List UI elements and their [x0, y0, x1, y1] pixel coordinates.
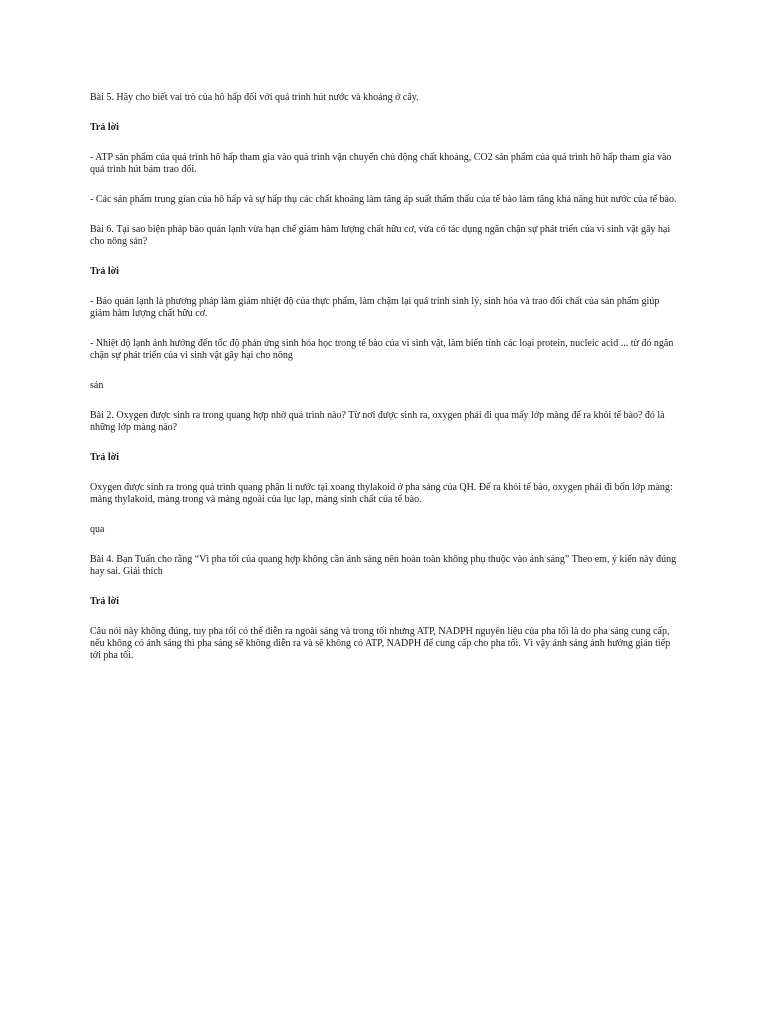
question-6: Bài 6. Tại sao biện pháp bảo quản lạnh vừa hạn chế giảm hàm lượng chất hữu cơ, vừa có tác dụng ngăn chặn sự phát triển của vi sinh vật gây hại cho nông sản?	[90, 224, 671, 247]
document-page	[90, 92, 678, 680]
answer-fragment: sản	[90, 380, 104, 391]
answer-paragraph: - Nhiệt độ lạnh ảnh hưởng đến tốc độ phản ứng sinh hóa học trong tế bào của vi sinh vật, làm biến tính các loại protein, nucleic acid ... từ đó ngăn chặn sự phát triển của vi sinh vật gây hại cho nông	[90, 338, 674, 361]
answer-paragraph: - ATP sản phẩm của quá trình hô hấp tham gia vào quá trình vận chuyển chủ động chất khoáng, CO2 sản phẩm của quá trình hô hấp tham gia vào quá trình hút bám trao đổi.	[90, 152, 672, 175]
answer-heading: Trả lời	[90, 266, 119, 277]
answer-paragraph: Câu nói này không đúng, tuy pha tối có thể diễn ra ngoài sáng và trong tối nhưng ATP, NADPH nguyên liệu của pha tối là do pha sáng cung cấp, nếu không có ánh sáng thì pha sáng sẽ không diễn ra và sẽ không có ATP, NADPH để cung cấp cho pha tối. Vì vậy ánh sáng ảnh hưởng gián tiếp tới pha tối.	[90, 626, 671, 661]
question-2: Bài 2. Oxygen được sinh ra trong quang hợp nhờ quá trình nào? Từ nơi được sinh ra, oxygen phải đi qua mấy lớp màng để ra khỏi tế bào? đó là những lớp màng nào?	[90, 410, 665, 433]
answer-paragraph: - Bảo quản lạnh là phương pháp làm giảm nhiệt độ của thực phẩm, làm chậm lại quá trình sinh lý, sinh hóa và trao đổi chất của sản phẩm giúp giảm hàm lượng chất hữu cơ.	[90, 296, 660, 319]
question-4: Bài 4. Bạn Tuấn cho rằng “Vì pha tối của quang hợp không cần ánh sáng nên hoàn toàn không phụ thuộc vào ánh sáng” Theo em, ý kiến này đúng hay sai. Giải thích	[90, 554, 677, 577]
answer-heading: Trả lời	[90, 452, 119, 463]
answer-fragment: qua	[90, 524, 105, 535]
answer-heading: Trả lời	[90, 596, 119, 607]
answer-heading: Trả lời	[90, 122, 119, 133]
answer-paragraph: - Các sản phẩm trung gian của hô hấp và sự hấp thụ các chất khoáng làm tăng áp suất thẩm thấu của tế bào làm tăng khả năng hút nước của tế bào.	[90, 194, 677, 205]
question-5: Bài 5. Hãy cho biết vai trò của hô hấp đối với quá trình hút nước và khoáng ở cây.	[90, 92, 419, 103]
answer-paragraph: Oxygen được sinh ra trong quá trình quang phân li nước tại xoang thylakoid ở pha sáng của QH. Để ra khỏi tế bào, oxygen phải đi bốn lớp màng: màng thylakoid, màng trong và màng ngoài của lục lạp, màng sinh chất của tế bào.	[90, 482, 673, 505]
